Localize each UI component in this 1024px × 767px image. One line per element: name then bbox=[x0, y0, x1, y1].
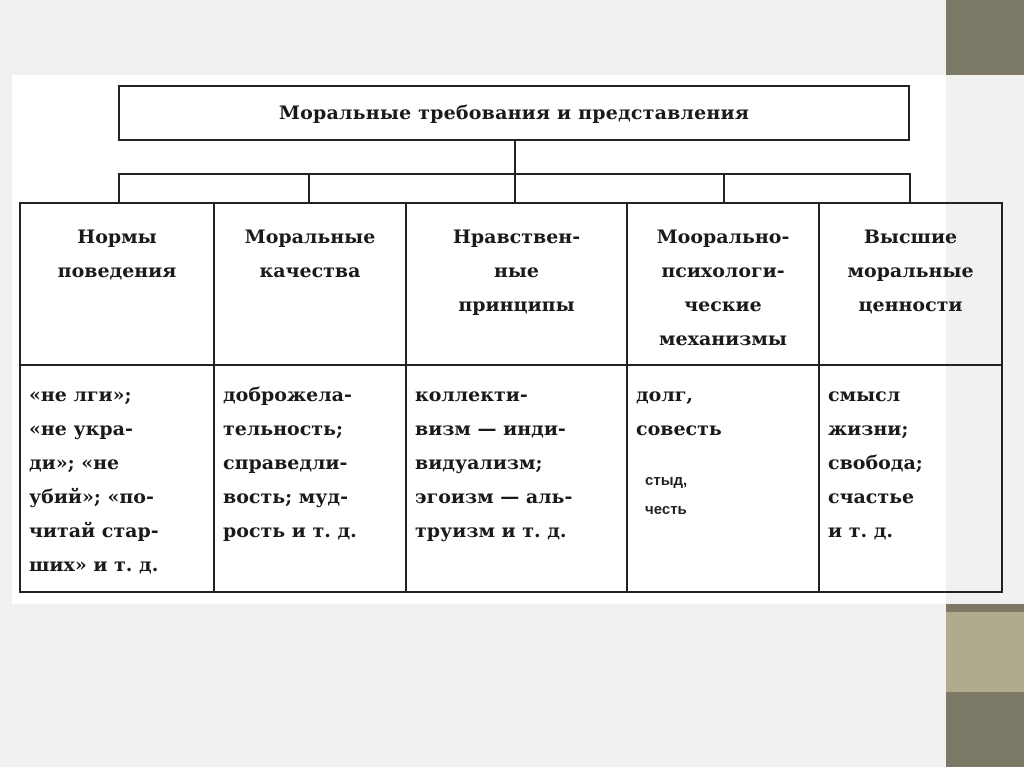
connector-drop-2 bbox=[308, 173, 310, 203]
categories-table bbox=[19, 202, 1003, 593]
cell-highest-values: смысл жизни; свобода; счастье и т. д. bbox=[828, 384, 923, 542]
connector-drop-5 bbox=[909, 173, 911, 203]
diagram-title: Моральные требования и представления bbox=[118, 85, 910, 141]
header-highest-values: Высшие моральные ценности bbox=[847, 226, 974, 316]
cell-moral-qualities: доброжела- тельность; справедли- вость; муд- рость и т. д. bbox=[223, 384, 357, 542]
decor-bar-top bbox=[946, 0, 1024, 75]
cell-psychological-mechanisms: долг, совесть bbox=[636, 384, 722, 440]
connector-trunk bbox=[514, 141, 516, 175]
connector-drop-3 bbox=[514, 173, 516, 203]
header-moral-principles: Нравствен- ные принципы bbox=[452, 226, 581, 316]
cell-behavior-norms: «не лги»; «не укра- ди»; «не убий»; «по- читай стар- ших» и т. д. bbox=[29, 384, 159, 576]
header-behavior-norms: Нормы поведения bbox=[57, 226, 177, 282]
header-psychological-mechanisms: Моорально- психологи- ческие механизмы bbox=[656, 226, 790, 350]
decor-bar-bottom bbox=[946, 692, 1024, 767]
header-moral-qualities: Моральные качества bbox=[244, 226, 376, 282]
decor-bar-divider bbox=[946, 604, 1024, 612]
connector-drop-1 bbox=[118, 173, 120, 203]
cell-moral-principles: коллекти- визм — инди- видуализм; эгоизм — аль- труизм и т. д. bbox=[415, 384, 573, 542]
added-note: стыд, честь bbox=[645, 472, 688, 518]
connector-drop-4 bbox=[723, 173, 725, 203]
decor-bar-middle bbox=[946, 612, 1024, 692]
